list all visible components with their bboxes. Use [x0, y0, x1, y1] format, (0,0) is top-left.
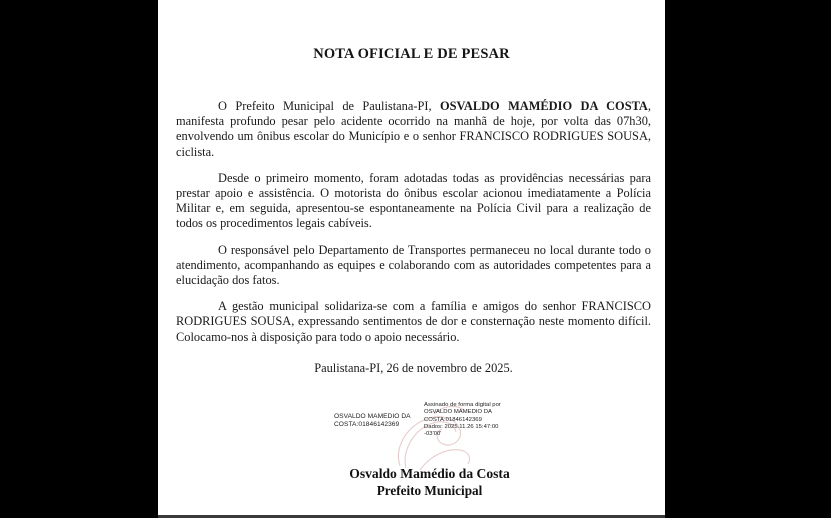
paragraph-1-segment-1: O Prefeito Municipal de Paulistana-PI, [218, 99, 440, 113]
document-page-content [158, 0, 665, 518]
paragraph-1-segment-2-bold: OSVALDO MAMÉDIO DA COSTA [440, 99, 648, 113]
signature-stamp-right-line-1: Assinado de forma digital por [424, 401, 501, 408]
signature-stamp-right-line-5: -03'00' [424, 431, 442, 438]
signer-name: Osvaldo Mamédio da Costa [349, 465, 510, 481]
signature-stamp-left [334, 413, 438, 430]
paragraph-3-segment-1: O responsável pelo Departamento de Transportes permaneceu no local durante todo o atendimento, acompanhando as equipes e colaborando com as autoridades competentes para a elucidação dos fatos. [176, 242, 651, 288]
signature-stamp-left-line-1: OSVALDO MAMEDIO DA [334, 412, 411, 420]
date-line: Paulistana-PI, 26 de novembro de 2025. [314, 360, 513, 375]
paragraph-4 [176, 299, 651, 345]
paragraph-3 [176, 243, 651, 289]
document-body [158, 99, 665, 498]
letterbox-right [665, 0, 831, 518]
signature-stamp-right-line-2: OSVALDO MAMEDIO DA [424, 409, 493, 416]
paragraph-2 [176, 171, 651, 232]
document-page [158, 0, 665, 518]
page-title: NOTA OFICIAL E DE PESAR [313, 46, 510, 62]
signature-stamp-right-line-3: COSTA:01846142369 [424, 416, 482, 423]
paragraph-4-segment-1: A gestão municipal solidariza-se com a família e amigos do senhor FRANCISCO RODRIGUES SOUSA, expressando sentimentos de dor e consternação neste momento difícil. Colocamo-nos à disposição para todo o apoio necessário. [176, 299, 651, 344]
letterbox-left [0, 0, 158, 518]
signer-role: Prefeito Municipal [376, 482, 483, 498]
paragraph-2-segment-1: Desde o primeiro momento, foram adotadas todas as providências necessárias para prestar apoio e assistência. O motorista do ônibus escolar acionou imediatamente a Polícia Militar e, em seguida, apresentou-se espontaneamente na Polícia Civil para a realização de todos os procedimentos legais cabíveis. [176, 170, 651, 231]
paragraph-1 [176, 99, 651, 160]
signature-area [176, 398, 651, 498]
signature-stamp-left-line-2: COSTA:01846142369 [334, 421, 400, 429]
paragraph-1-segment-3: , manifesta profundo pesar pelo acidente ocorrido na manhã de hoje, por volta das 07h30, envolvendo um ônibus escolar do Município e o senhor FRANCISCO RODRIGUES SOUSA, ciclista. [176, 99, 651, 159]
signature-stamp-right-line-4: Dados: 2025.11.26 15:47:00 [424, 424, 499, 431]
signature-stamp-right [424, 402, 536, 439]
